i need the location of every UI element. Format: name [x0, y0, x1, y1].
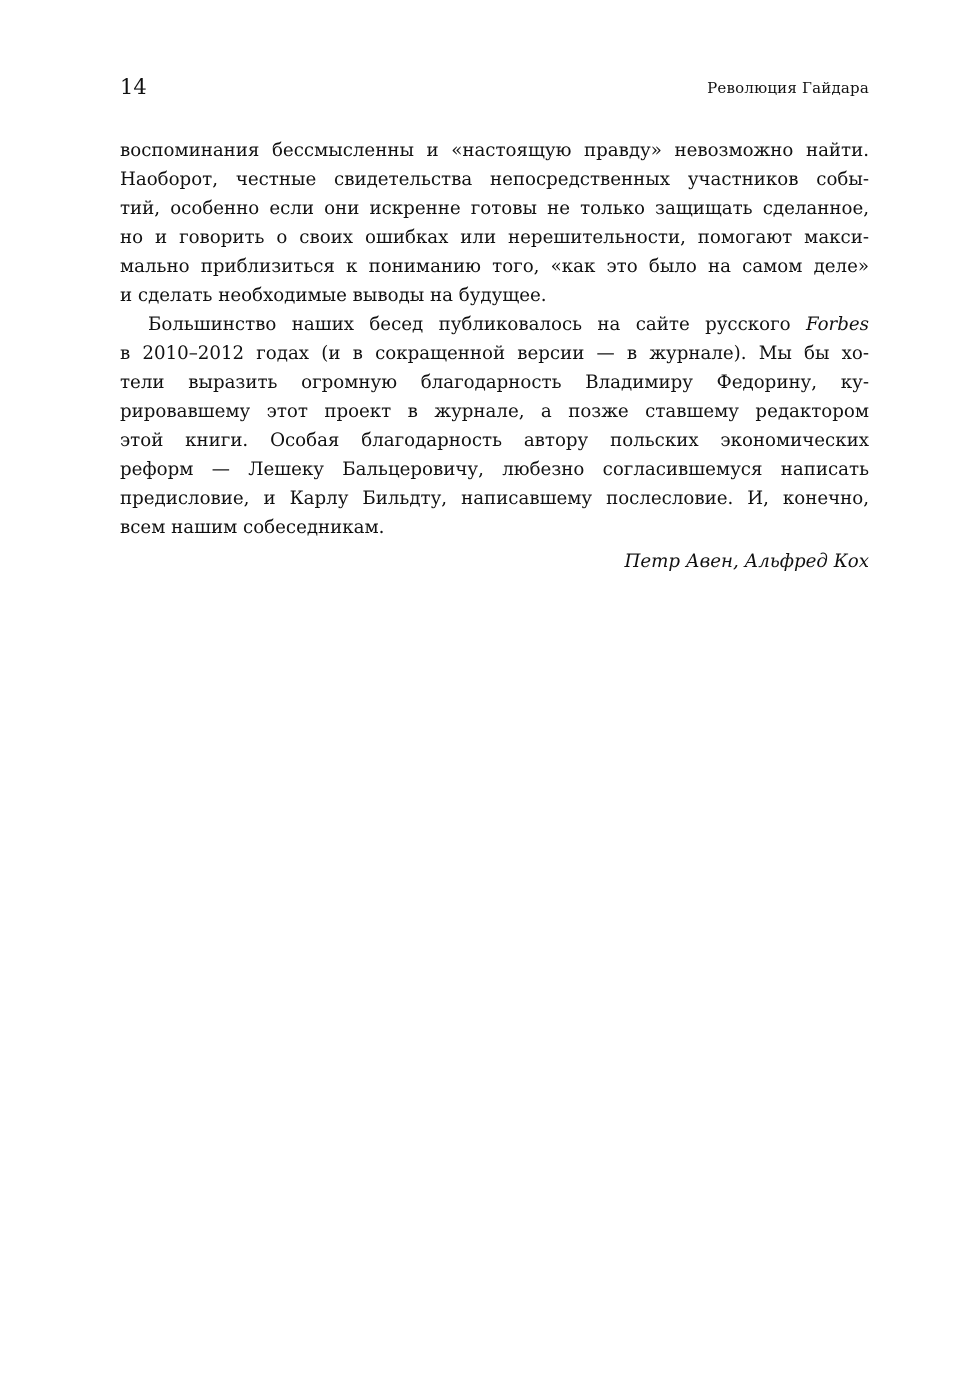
- text-line: мально приблизиться к пониманию того, «как это было на самом деле»: [120, 256, 869, 277]
- text-line: в 2010–2012 годах (и в сокращенной версии — в журнале). Мы бы хо-: [120, 343, 869, 364]
- text-line: реформ — Лешеку Бальцеровичу, любезно согласившемуся написать: [120, 459, 869, 480]
- text-line: этой книги. Особая благодарность автору польских экономических: [120, 430, 869, 451]
- text-line: предисловие, и Карлу Бильдту, написавшему послесловие. И, конечно,: [120, 488, 869, 509]
- text-line: но и говорить о своих ошибках или нерешительности, помогают макси-: [120, 227, 869, 248]
- text-line: рировавшему этот проект в журнале, а позже ставшему редактором: [120, 401, 869, 422]
- forbes-title: Forbes: [805, 314, 869, 335]
- text-line: [120, 310, 869, 339]
- running-title: Революция Гайдара: [707, 79, 869, 97]
- text-run: Большинство наших бесед публиковалось на сайте русского: [148, 314, 806, 335]
- text-line: Наоборот, честные свидетельства непосредственных участников собы-: [120, 169, 869, 190]
- page-number: 14: [120, 75, 147, 99]
- body-text: [120, 136, 869, 542]
- text-line: воспоминания бессмысленны и «настоящую правду» невозможно найти.: [120, 140, 869, 161]
- signature: Петр Авен, Альфред Кох: [624, 551, 869, 572]
- paragraph-2: [120, 310, 869, 542]
- page-header: [120, 72, 869, 106]
- text-line: и сделать необходимые выводы на будущее.: [120, 285, 547, 306]
- text-line: всем нашим собеседникам.: [120, 517, 385, 538]
- text-line: тий, особенно если они искренне готовы не только защищать сделанное,: [120, 198, 869, 219]
- text-line: тели выразить огромную благодарность Владимиру Федорину, ку-: [120, 372, 869, 393]
- paragraph-1: [120, 136, 869, 310]
